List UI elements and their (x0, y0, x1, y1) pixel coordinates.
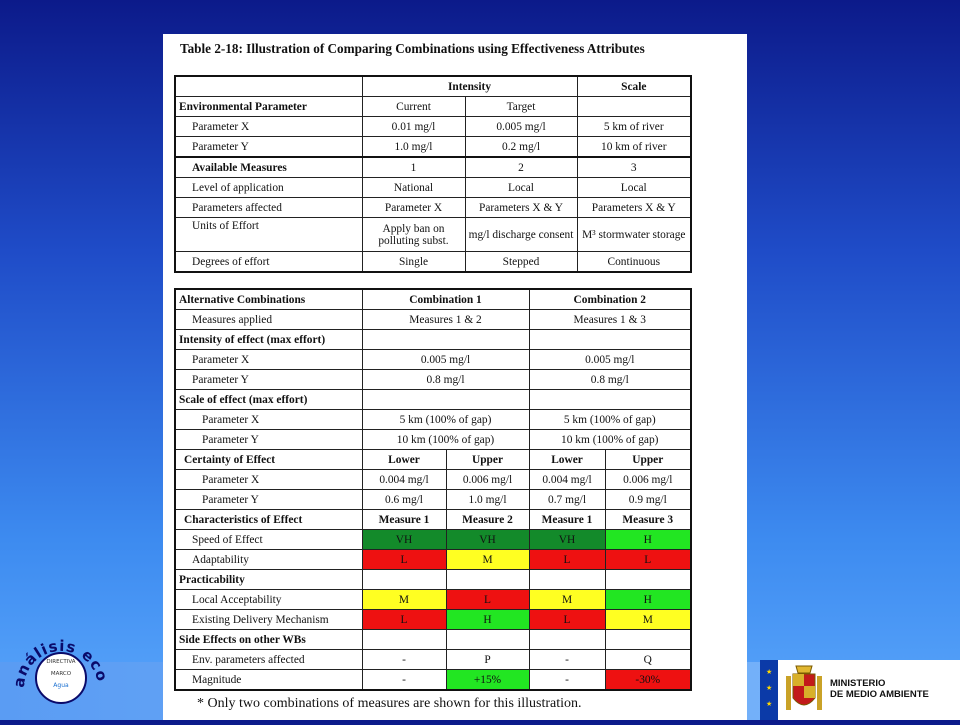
coat-of-arms-icon (783, 662, 825, 718)
magnitude-negative-cell: -30% (605, 670, 691, 691)
measure-cell: Stepped (465, 252, 577, 273)
practicability-section-header: Practicability (175, 570, 362, 590)
scale-header: Scale (577, 76, 691, 97)
measure-cell: Single (362, 252, 465, 273)
measure-header: Measure 3 (605, 510, 691, 530)
param-scale: 10 km of river (577, 137, 691, 158)
row-label: Parameter X (175, 350, 362, 370)
target-header: Target (465, 97, 577, 117)
parameters-measures-table (174, 75, 692, 273)
footnote: * Only two combinations of measures are shown for this illustration. (197, 696, 582, 711)
table-title: Table 2-18: Illustration of Comparing Combinations using Effectiveness Attributes (180, 41, 645, 56)
rating-cell: VH (362, 530, 446, 550)
value-cell: 0.6 mg/l (362, 490, 446, 510)
ministry-name: MINISTERIO DE MEDIO AMBIENTE (830, 678, 929, 700)
magnitude-positive-cell: +15% (446, 670, 529, 691)
measure-header: Measure 1 (362, 510, 446, 530)
value-cell: - (529, 650, 605, 670)
row-label: Parameter Y (175, 370, 362, 390)
value-c1: 0.8 mg/l (362, 370, 529, 390)
document-page (163, 34, 747, 720)
combination-2-header: Combination 2 (529, 289, 691, 310)
available-measures-header: Available Measures (175, 157, 362, 178)
measure-cell: mg/l discharge consent (465, 218, 577, 252)
measure-cell: Local (577, 178, 691, 198)
ministerio-logo (760, 660, 960, 720)
measure-cell: Parameters X & Y (465, 198, 577, 218)
rating-cell: M (605, 610, 691, 630)
rating-cell: M (529, 590, 605, 610)
measure-cell: Apply ban on polluting subst. (362, 218, 465, 252)
row-label: Magnitude (175, 670, 362, 691)
measure-row-label: Degrees of effort (175, 252, 362, 273)
intensity-header: Intensity (362, 76, 577, 97)
combination-1-header: Combination 1 (362, 289, 529, 310)
value-cell: P (446, 650, 529, 670)
logo-ring-text: nálisis ec (14, 636, 107, 679)
value-cell: 0.9 mg/l (605, 490, 691, 510)
param-scale: 5 km of river (577, 117, 691, 137)
value-cell: 1.0 mg/l (446, 490, 529, 510)
empty-cell (529, 570, 605, 590)
analisis-economico-logo (14, 628, 108, 720)
measure-row-label: Parameters affected (175, 198, 362, 218)
empty-cell (446, 570, 529, 590)
measure-cell: Parameter X (362, 198, 465, 218)
empty-cell (605, 570, 691, 590)
combinations-table (174, 288, 692, 691)
measure-number: 3 (577, 157, 691, 178)
value-c2: 10 km (100% of gap) (529, 430, 691, 450)
param-target: 0.2 mg/l (465, 137, 577, 158)
value-c2: 5 km (100% of gap) (529, 410, 691, 430)
value-cell: 0.004 mg/l (529, 470, 605, 490)
measure-cell: National (362, 178, 465, 198)
measure-number: 1 (362, 157, 465, 178)
empty-cell (529, 330, 691, 350)
empty-cell (605, 630, 691, 650)
row-label: Parameter X (175, 410, 362, 430)
measure-row-label: Level of application (175, 178, 362, 198)
logo-line-marco: MARCO (50, 671, 72, 677)
empty-cell (362, 390, 529, 410)
rating-cell: H (605, 590, 691, 610)
empty-cell (529, 630, 605, 650)
param-target: 0.005 mg/l (465, 117, 577, 137)
analisis-economico-emblem (14, 628, 108, 720)
row-label: Existing Delivery Mechanism (175, 610, 362, 630)
rating-cell: VH (529, 530, 605, 550)
rating-cell: L (362, 610, 446, 630)
row-label: Parameter X (175, 470, 362, 490)
measure-header: Measure 2 (446, 510, 529, 530)
characteristics-section-header: Characteristics of Effect (175, 510, 362, 530)
measures-applied-label: Measures applied (175, 310, 362, 330)
value-cell: 0.004 mg/l (362, 470, 446, 490)
alt-combinations-header: Alternative Combinations (175, 289, 362, 310)
measure-number: 2 (465, 157, 577, 178)
measures-applied-c2: Measures 1 & 3 (529, 310, 691, 330)
measure-cell: Parameters X & Y (577, 198, 691, 218)
value-c1: 10 km (100% of gap) (362, 430, 529, 450)
measure-row-label: Units of Effort (175, 218, 362, 252)
measure-cell: Local (465, 178, 577, 198)
current-header: Current (362, 97, 465, 117)
rating-cell: L (605, 550, 691, 570)
row-label: Parameter Y (175, 430, 362, 450)
row-label: Parameter Y (175, 490, 362, 510)
value-cell: 0.7 mg/l (529, 490, 605, 510)
value-c2: 0.005 mg/l (529, 350, 691, 370)
upper-header: Upper (446, 450, 529, 470)
intensity-section-header: Intensity of effect (max effort) (175, 330, 362, 350)
measure-cell: M³ stormwater storage (577, 218, 691, 252)
side-effects-section-header: Side Effects on other WBs (175, 630, 362, 650)
row-label: Local Acceptability (175, 590, 362, 610)
scale-section-header: Scale of effect (max effort) (175, 390, 362, 410)
empty-cell (362, 570, 446, 590)
rating-cell: L (362, 550, 446, 570)
rating-cell: L (446, 590, 529, 610)
measures-applied-c1: Measures 1 & 2 (362, 310, 529, 330)
empty-cell (529, 390, 691, 410)
value-c1: 0.005 mg/l (362, 350, 529, 370)
value-cell: - (362, 650, 446, 670)
certainty-section-header: Certainty of Effect (175, 450, 362, 470)
rating-cell: VH (446, 530, 529, 550)
rating-cell: H (605, 530, 691, 550)
empty-cell (577, 97, 691, 117)
value-c2: 0.8 mg/l (529, 370, 691, 390)
param-current: 0.01 mg/l (362, 117, 465, 137)
value-cell: 0.006 mg/l (605, 470, 691, 490)
rating-cell: H (446, 610, 529, 630)
value-cell: Q (605, 650, 691, 670)
measure-cell: Continuous (577, 252, 691, 273)
empty-cell (446, 630, 529, 650)
rating-cell: M (446, 550, 529, 570)
row-label: Env. parameters affected (175, 650, 362, 670)
rating-cell: M (362, 590, 446, 610)
empty-cell (362, 330, 529, 350)
measure-header: Measure 1 (529, 510, 605, 530)
value-cell: - (362, 670, 446, 691)
logo-line-agua: Agua (53, 682, 69, 689)
value-c1: 5 km (100% of gap) (362, 410, 529, 430)
upper-header: Upper (605, 450, 691, 470)
value-cell: 0.006 mg/l (446, 470, 529, 490)
lower-header: Lower (362, 450, 446, 470)
empty-cell (362, 630, 446, 650)
lower-header: Lower (529, 450, 605, 470)
rating-cell: L (529, 550, 605, 570)
param-current: 1.0 mg/l (362, 137, 465, 158)
eu-flag-strip: ★ ★ ★ (760, 660, 778, 720)
corner-cell (175, 76, 362, 97)
param-label: Parameter X (175, 117, 362, 137)
env-parameter-header: Environmental Parameter (175, 97, 362, 117)
value-cell: - (529, 670, 605, 691)
rating-cell: L (529, 610, 605, 630)
row-label: Speed of Effect (175, 530, 362, 550)
param-label: Parameter Y (175, 137, 362, 158)
logo-line-directiva: DIRECTIVA (46, 659, 76, 665)
row-label: Adaptability (175, 550, 362, 570)
